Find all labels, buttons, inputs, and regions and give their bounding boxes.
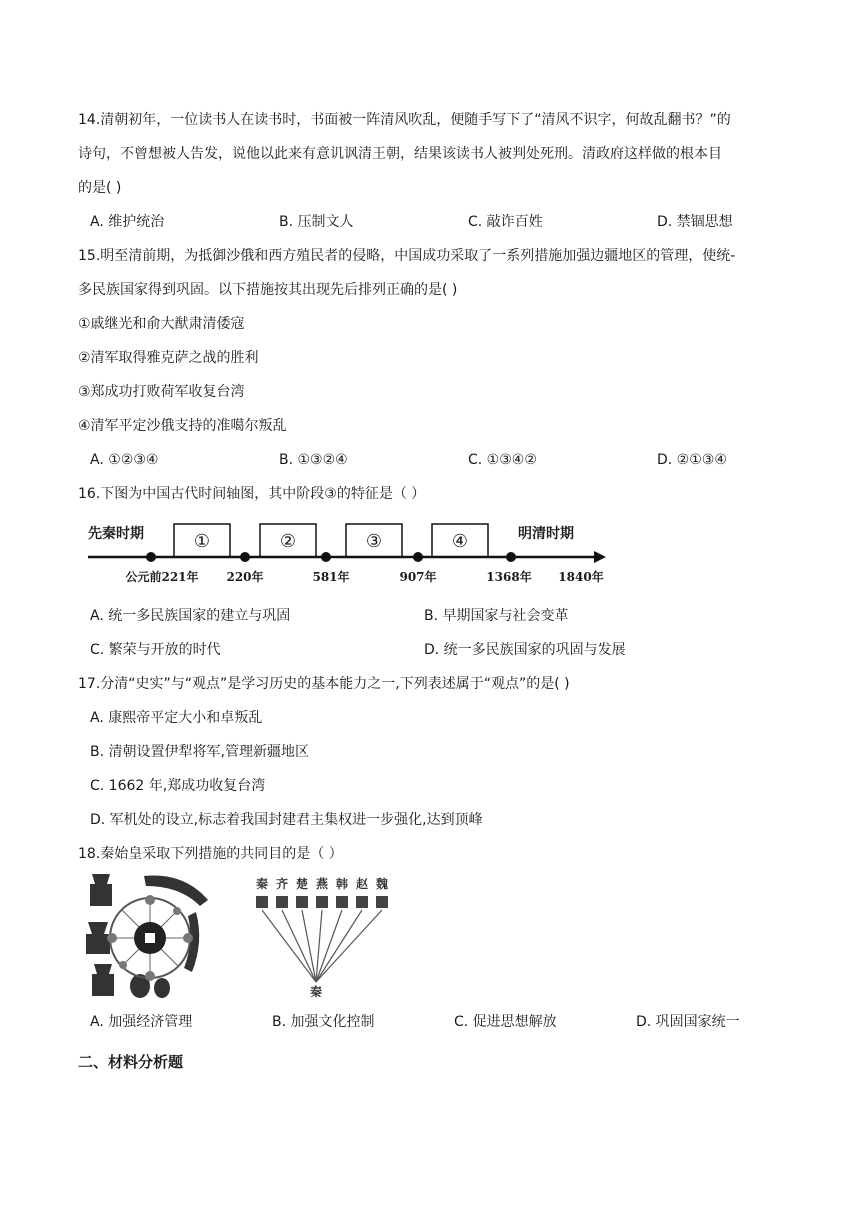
q16-option-d: D. 统一多民族国家的巩固与发展 xyxy=(424,642,626,658)
q14-stem-line-1: 14.清朝初年，一位读书人在读书时，书面被一阵清风吹乱，便随手写下了“清风不识字，何故乱翻书？”的 xyxy=(78,112,731,128)
timeline-year-3: 581年 xyxy=(312,570,350,584)
timeline-left-label: 先秦时期 xyxy=(88,526,144,542)
spade-coin-icon xyxy=(90,874,112,906)
q15-item-3: ③郑成功打败荷军收复台湾 xyxy=(78,384,245,400)
timeline-year-5: 1368年 xyxy=(486,570,532,584)
q15-item-1: ①戚继光和俞大猷肃清倭寇 xyxy=(78,316,245,332)
q17-stem: 17.分清“史实”与“观点”是学习历史的基本能力之一,下列表述属于“观点”的是( ) xyxy=(78,676,570,692)
q16-option-a: A. 统一多民族国家的建立与巩固 xyxy=(90,608,291,624)
ancient-glyph-icon-1 xyxy=(256,896,268,908)
q14-option-c: C. 敲诈百姓 xyxy=(468,214,543,230)
state-label-wei: 魏 xyxy=(375,877,389,891)
q15-option-c: C. ①③④② xyxy=(468,452,537,468)
timeline-year-2: 220年 xyxy=(226,570,264,584)
timeline-year-1: 公元前221年 xyxy=(125,570,199,584)
timeline-dot-4 xyxy=(413,552,423,562)
timeline-stage-3: ③ xyxy=(365,531,383,552)
ancient-glyph-icon-2 xyxy=(276,896,288,908)
timeline-year-4: 907年 xyxy=(399,570,437,584)
q14-option-a: A. 维护统治 xyxy=(90,214,165,230)
q15-option-d: D. ②①③④ xyxy=(657,452,727,468)
q18-stem: 18.秦始皇采取下列措施的共同目的是（ ） xyxy=(78,846,343,862)
ancient-glyph-icon-3 xyxy=(296,896,308,908)
ant-nose-coin-icon xyxy=(154,978,170,998)
spade-coin-icon-2 xyxy=(86,922,110,954)
spade-coin-icon-3 xyxy=(92,964,114,996)
timeline-stage-1: ① xyxy=(193,531,211,552)
ancient-glyph-icon-4 xyxy=(316,896,328,908)
timeline-dot-2 xyxy=(240,552,250,562)
timeline-dot-1 xyxy=(146,552,156,562)
q14-stem-line-3: 的是( ) xyxy=(78,180,122,196)
q14-option-d: D. 禁锢思想 xyxy=(657,214,733,230)
state-label-yan: 燕 xyxy=(315,877,329,891)
timeline-stage-4: ④ xyxy=(451,531,469,552)
q16-option-b: B. 早期国家与社会变革 xyxy=(424,608,569,624)
timeline-dot-5 xyxy=(506,552,516,562)
timeline-stage-2: ② xyxy=(279,531,297,552)
ancient-glyph-icon-6 xyxy=(356,896,368,908)
q15-item-4: ④清军平定沙俄支持的准噶尔叛乱 xyxy=(78,418,287,434)
state-label-qin: 秦 xyxy=(255,877,269,891)
q15-item-2: ②清军取得雅克萨之战的胜利 xyxy=(78,350,259,366)
state-label-han: 韩 xyxy=(335,877,349,891)
q14-stem-line-2: 诗句，不曾想被人告发，说他以此来有意讥讽清王朝，结果该读书人被判处死刑。清政府这样做的根本目 xyxy=(78,146,722,162)
ancient-glyph-icon-7 xyxy=(376,896,388,908)
timeline-year-6: 1840年 xyxy=(558,570,604,584)
q17-option-c: C. 1662 年,郑成功收复台湾 xyxy=(90,778,266,794)
state-label-chu: 楚 xyxy=(295,877,309,891)
q18-option-c: C. 促进思想解放 xyxy=(454,1014,557,1030)
q17-option-a: A. 康熙帝平定大小和卓叛乱 xyxy=(90,710,263,726)
timeline-dot-3 xyxy=(321,552,331,562)
section-title: 二、材料分析题 xyxy=(78,1053,184,1071)
q18-option-b: B. 加强文化控制 xyxy=(272,1014,375,1030)
q16-stem: 16.下图为中国古代时间轴图，其中阶段③的特征是（ ） xyxy=(78,486,426,502)
q16-option-c: C. 繁荣与开放的时代 xyxy=(90,642,221,658)
q14-option-b: B. 压制文人 xyxy=(279,214,354,230)
timeline-arrow xyxy=(594,551,606,563)
coins-illustration xyxy=(84,872,212,1000)
state-label-zhao: 赵 xyxy=(355,877,369,891)
unified-script-label: 秦 xyxy=(309,985,323,999)
q17-option-b: B. 清朝设置伊犁将军,管理新疆地区 xyxy=(90,744,309,760)
state-label-qi: 齐 xyxy=(275,877,289,891)
q15-stem-line-2: 多民族国家得到巩固。以下措施按其出现先后排列正确的是( ) xyxy=(78,282,458,298)
q15-option-b: B. ①③②④ xyxy=(279,452,348,468)
timeline-right-label: 明清时期 xyxy=(518,526,574,542)
ancient-glyph-icon-5 xyxy=(336,896,348,908)
q18-option-a: A. 加强经济管理 xyxy=(90,1014,193,1030)
q15-option-a: A. ①②③④ xyxy=(90,452,159,468)
q17-option-d: D. 军机处的设立,标志着我国封建君主集权进一步强化,达到顶峰 xyxy=(90,812,483,828)
q15-stem-line-1: 15.明至清前期，为抵御沙俄和西方殖民者的侵略，中国成功采取了一系列措施加强边疆地区的管理，使统- xyxy=(78,248,736,264)
timeline-figure xyxy=(84,514,614,590)
script-unification-illustration xyxy=(250,872,398,1000)
q18-option-d: D. 巩固国家统一 xyxy=(636,1014,740,1030)
